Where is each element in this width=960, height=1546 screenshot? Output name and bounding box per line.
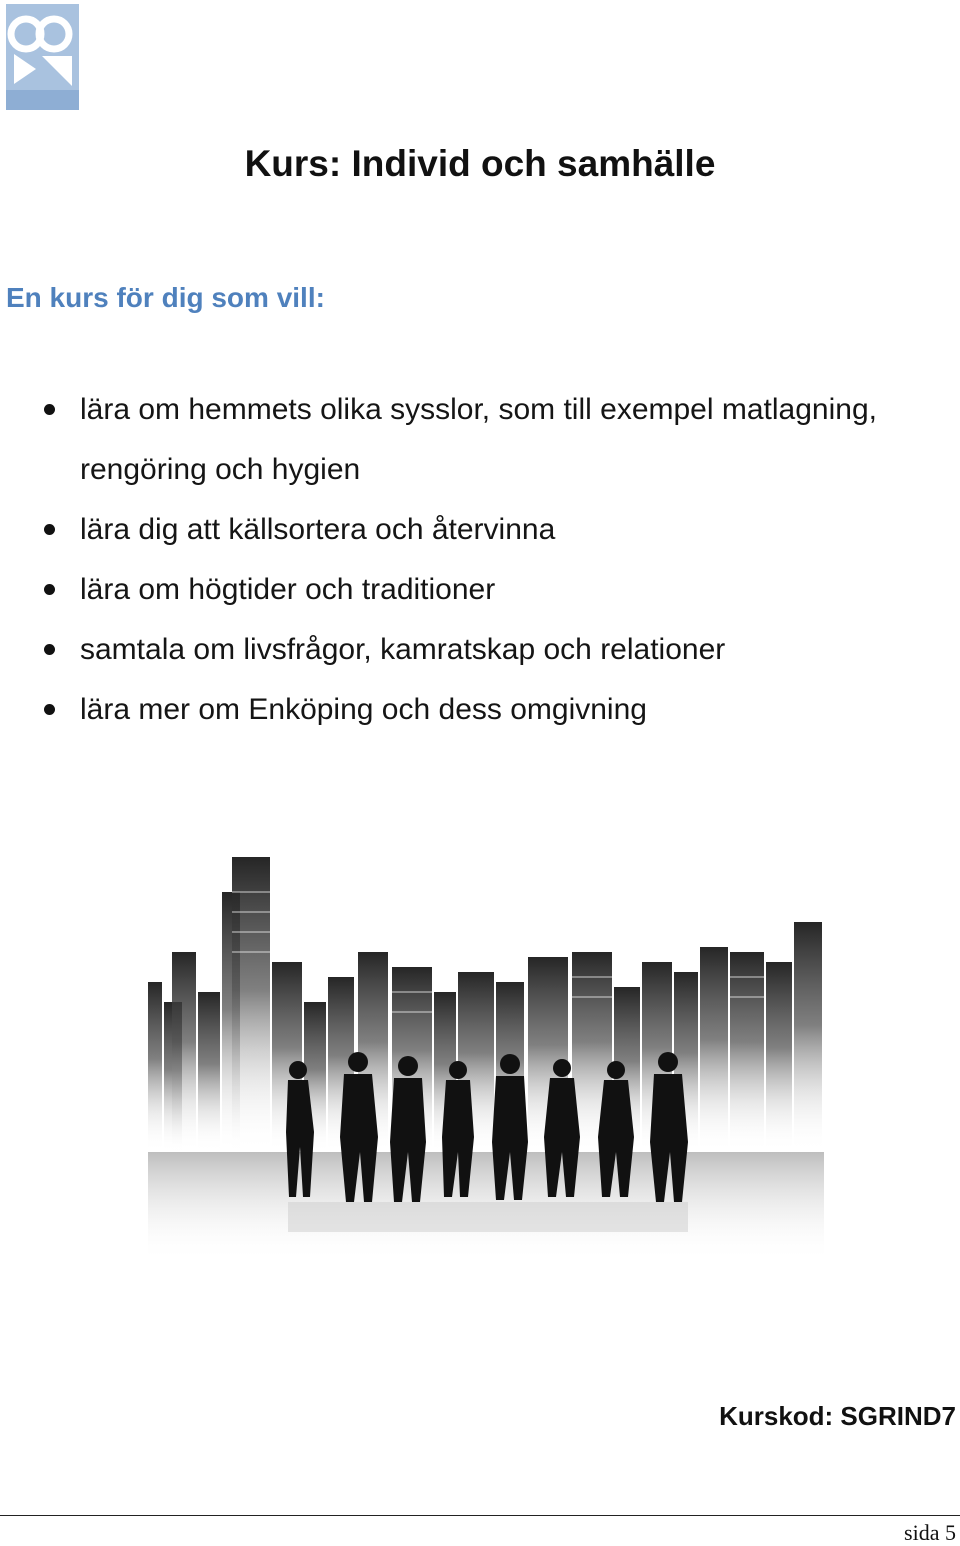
bullet-icon — [44, 404, 55, 415]
school-logo — [6, 4, 79, 110]
bullet-icon — [44, 704, 55, 715]
logo-icon — [6, 4, 79, 110]
list-item — [0, 380, 900, 500]
bullet-icon — [44, 584, 55, 595]
list-item-text: samtala om livsfrågor, kamratskap och relationer — [80, 633, 726, 666]
city-skyline-people-silhouettes-icon — [148, 852, 824, 1262]
page-number: sida 5 — [904, 1520, 956, 1545]
list-item-text: lära om hemmets olika sysslor, som till exempel matlagning, rengöring och hygien — [80, 393, 877, 486]
list-item — [0, 500, 900, 560]
page-title: Kurs: Individ och samhälle — [244, 143, 716, 184]
list-item — [0, 560, 900, 620]
footer-divider — [0, 1515, 960, 1516]
subtitle: En kurs för dig som vill: — [6, 282, 325, 313]
list-item — [0, 620, 900, 680]
list-item-text: lära dig att källsortera och återvinna — [80, 513, 556, 546]
bullet-icon — [44, 644, 55, 655]
list-item-text: lära om högtider och traditioner — [80, 573, 496, 606]
bullet-icon — [44, 524, 55, 535]
course-code: Kurskod: SGRIND7 — [719, 1401, 956, 1431]
bullet-list — [0, 380, 900, 740]
list-item — [0, 680, 900, 740]
list-item-text: lära mer om Enköping och dess omgivning — [80, 693, 647, 726]
city-skyline-people-illustration — [148, 852, 824, 1262]
